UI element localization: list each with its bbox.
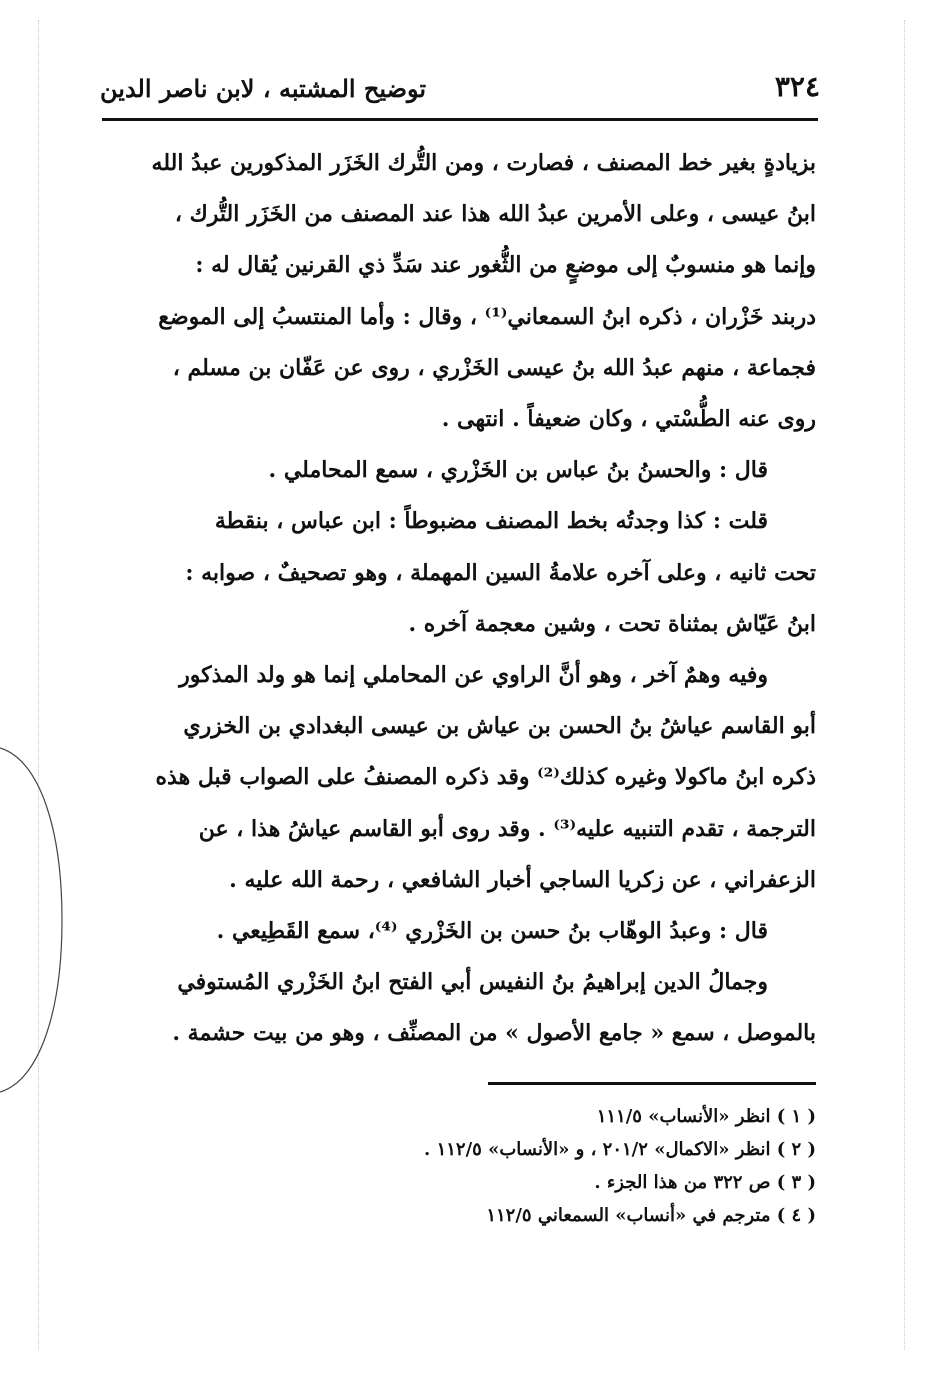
text-line: تحت ثانيه ، وعلى آخره علامةُ السين المهملة ، وهو تصحيفٌ ، صوابه : — [185, 559, 816, 586]
running-title: توضيح المشتبه ، لابن ناصر الدين — [100, 74, 427, 103]
text-line: وفيه وهمٌ آخر ، وهو أنَّ الراوي عن المحاملي إنما هو ولد المذكور — [179, 662, 768, 689]
text-line: الزعفراني ، عن زكريا الساجي أخبار الشافعي ، رحمة الله عليه . — [229, 866, 816, 893]
scan-edge-arc — [0, 740, 70, 1100]
text-line: ذكره ابنُ ماكولا وغيره كذلك⁽²⁾ وقد ذكره المصنفُ على الصواب قبل هذه — [155, 764, 816, 791]
scan-edge-left — [38, 20, 41, 1350]
footnotes — [104, 1100, 816, 1232]
text-line: ابنُ عيسى ، وعلى الأمرين عبدُ الله هذا عند المصنف من الخَزَر التُّرك ، — [174, 201, 816, 228]
page-header — [100, 66, 820, 118]
main-text — [104, 138, 816, 1060]
footnote-rule — [488, 1082, 816, 1085]
text-line: فجماعة ، منهم عبدُ الله بنُ عيسى الخَزْري ، روى عن عَفّان بن مسلم ، — [172, 354, 816, 381]
footnote: ( ٤ ) مترجم في «أنساب» السمعاني ١١٢/٥ — [486, 1205, 816, 1226]
header-rule — [102, 118, 818, 121]
footnote: ( ١ ) انظر «الأنساب» ١١١/٥ — [596, 1106, 816, 1127]
text-line: أبو القاسم عياشُ بنُ الحسن بن عياش بن عيسى البغدادي بن الخزري — [183, 713, 816, 740]
scan-edge-right — [904, 20, 907, 1350]
text-line: دربند خَزْران ، ذكره ابنُ السمعاني⁽¹⁾ ، وقال : وأما المنتسبُ إلى الموضع — [158, 303, 816, 330]
text-line: ابنُ عَيّاش بمثناة تحت ، وشين معجمة آخره . — [408, 610, 816, 637]
footnote: ( ٣ ) ص ٣٢٢ من هذا الجزء . — [594, 1172, 816, 1193]
footnote: ( ٢ ) انظر «الاكمال» ٢٠١/٢ ، و «الأنساب» ١١٢/٥ . — [424, 1139, 816, 1160]
text-line: قلت : كذا وجدتُه بخط المصنف مضبوطاً : ابن عباس ، بنقطة — [214, 508, 768, 535]
text-line: بزيادةٍ بغير خط المصنف ، فصارت ، ومن التُّرك الخَزَر المذكورين عبدُ الله — [151, 150, 816, 176]
text-line: بالموصل ، سمع « جامع الأصول » من المصنِّف ، وهو من بيت حشمة . — [172, 1020, 816, 1047]
text-line: قال : والحسنُ بنُ عباس بن الخَزْري ، سمع المحاملي . — [268, 457, 768, 484]
page-number: ٣٢٤ — [774, 70, 820, 103]
text-line: وجمالُ الدين إبراهيمُ بنُ النفيس أبي الفتح ابنُ الخَزْري المُستوفي — [177, 969, 768, 996]
text-line: الترجمة ، تقدم التنبيه عليه⁽³⁾ . وقد روى أبو القاسم عياشُ هذا ، عن — [198, 815, 816, 842]
text-line: روى عنه الطُّسْتي ، وكان ضعيفاً . انتهى . — [441, 406, 816, 433]
text-line: وإنما هو منسوبٌ إلى موضعٍ من الثُّغور عند سَدِّ ذي القرنين يُقال له : — [195, 252, 816, 279]
text-line: قال : وعبدُ الوهّاب بنُ حسن بن الخَزْري ⁽⁴⁾، سمع القَطِيعي . — [216, 918, 768, 945]
